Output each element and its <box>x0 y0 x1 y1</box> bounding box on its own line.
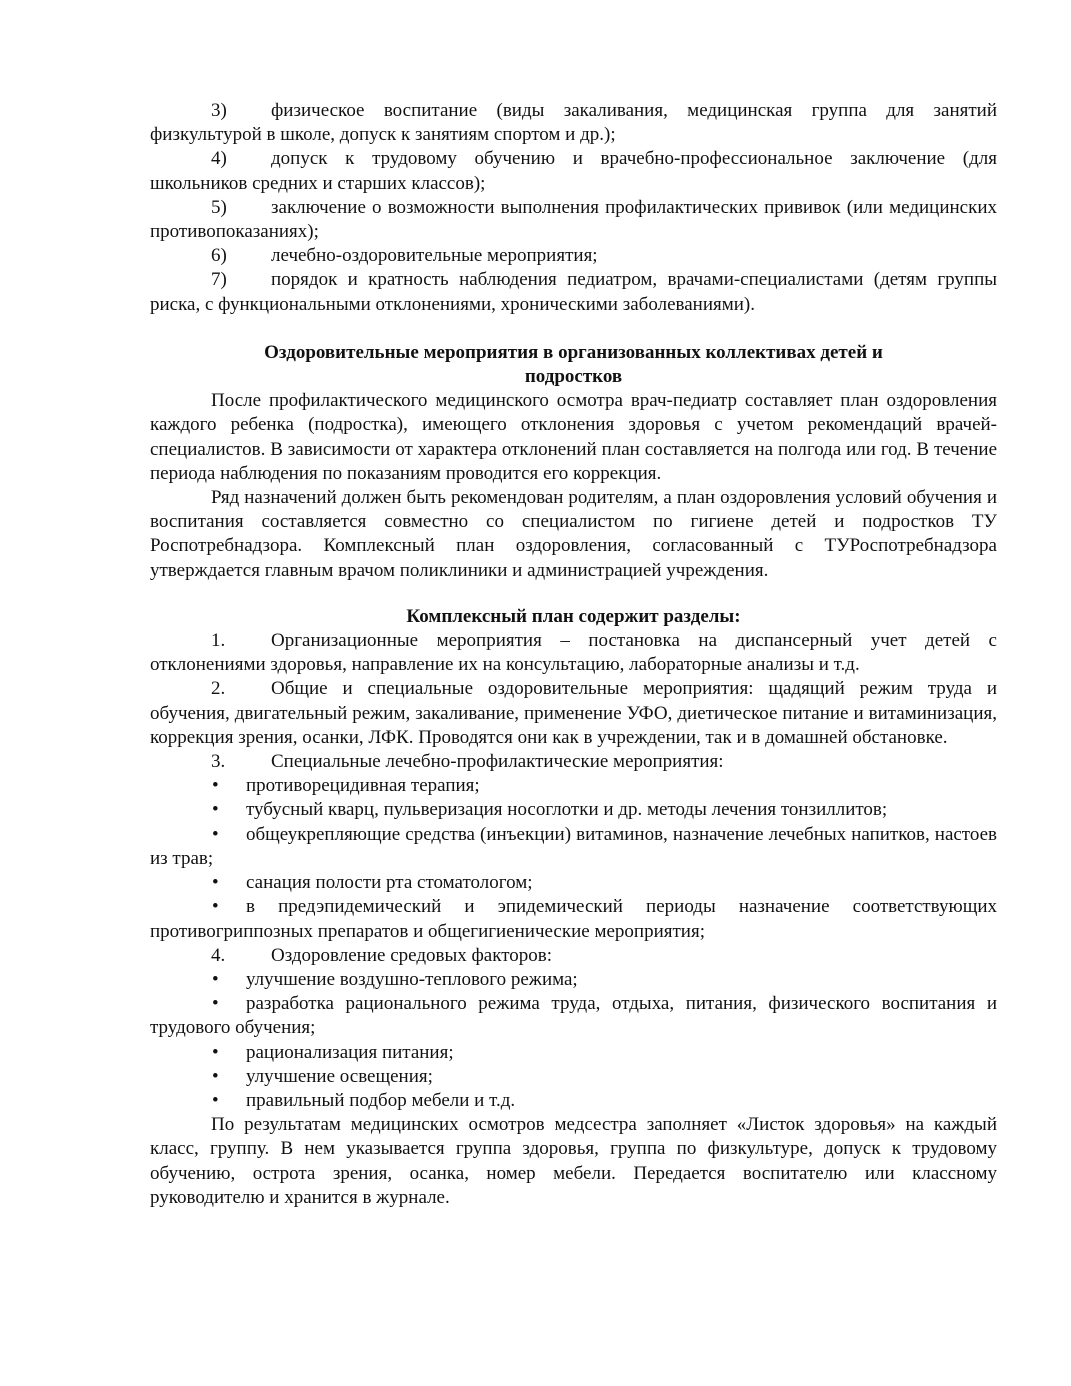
bullet-marker: • <box>212 1065 219 1087</box>
list-item-text: физическое воспитание (виды закаливания, медицинская группа для занятий физкультурой в школе, допуск к занятиям спортом и др.); <box>150 100 997 146</box>
bullet-marker: • <box>212 968 219 990</box>
list-item-text: улучшение освещения; <box>246 1065 433 1087</box>
numbered-item <box>150 677 997 750</box>
list-item <box>150 99 997 147</box>
list-item-text: в предэпидемический и эпидемический периоды назначение соответствующих противогриппозных препаратов и общегигиенические мероприятия; <box>150 896 997 942</box>
list-item-text: противорецидивная терапия; <box>246 775 480 797</box>
numbered-item <box>150 750 997 774</box>
bullet-marker: • <box>212 823 219 845</box>
list-item-text: общеукрепляющие средства (инъекции) витаминов, назначение лечебных напитков, настоев из трав; <box>150 823 997 869</box>
bullet-item <box>150 774 997 798</box>
paragraph <box>150 486 997 583</box>
list-marker: 3) <box>211 100 227 121</box>
list-marker: 4) <box>211 148 227 170</box>
list-item-text: разработка рационального режима труда, отдыха, питания, физического воспитания и трудового обучения; <box>150 993 997 1039</box>
bullet-item <box>150 1065 997 1089</box>
list-marker: 5) <box>211 196 227 218</box>
list-marker: 4. <box>211 944 226 966</box>
list-item <box>150 268 997 316</box>
bullet-marker: • <box>212 799 219 821</box>
list-item-text: порядок и кратность наблюдения педиатром, врачами-специалистами (детям группы риска, с функциональными отклонениями, хроническими заболеваниями). <box>150 269 997 315</box>
list-item-text: Оздоровление средовых факторов: <box>271 944 553 966</box>
bullet-marker: • <box>212 872 219 894</box>
list-item-text: заключение о возможности выполнения профилактических прививок (или медицинских противопоказаниях); <box>150 196 997 243</box>
bullet-item <box>150 1089 997 1113</box>
bullet-item <box>150 992 997 1040</box>
list-item-text: Специальные лечебно-профилактические мероприятия: <box>271 751 724 773</box>
bullet-marker: • <box>212 1089 219 1111</box>
list-item <box>150 147 997 195</box>
list-marker: 3. <box>211 751 226 773</box>
bullet-item <box>150 823 997 871</box>
bullet-marker: • <box>212 1041 219 1063</box>
paragraph-text: По результатам медицинских осмотров медсестра заполняет «Листок здоровья» на каждый класс, группу. В нем указывается группа здоровья, группа по физкультуре, допуск к трудовому обучению, острота зрения, осанка, номер мебели. Передается воспитателю или классному руководителю и хранится в журнале. <box>150 1114 997 1208</box>
bullet-marker: • <box>212 896 219 918</box>
bullet-item <box>150 1041 997 1065</box>
list-marker: 2. <box>211 678 226 700</box>
list-item-text: рационализация питания; <box>246 1041 454 1063</box>
bullet-item <box>150 871 997 895</box>
section-heading <box>150 341 997 389</box>
numbered-item <box>150 629 997 677</box>
list-item <box>150 196 997 244</box>
list-marker: 6) <box>211 245 227 267</box>
closing-paragraph <box>150 1113 997 1210</box>
section-heading-line: Оздоровительные мероприятия в организованных коллективах детей и <box>264 341 883 363</box>
paragraph-text: Ряд назначений должен быть рекомендован родителям, а план оздоровления условий обучения и воспитания составляется совместно со специалистом по гигиене детей и подростков ТУ Роспотребнадзора. Комплексный план оздоровления, согласованный с ТУРоспотребнадзора утверждается главным врачом поликлиники и администрацией учреждения. <box>150 487 997 581</box>
paragraph-text: После профилактического медицинского осмотра врач-педиатр составляет план оздоровления каждого ребенка (подростка), имеющего отклонения здоровья с учетом рекомендаций врачей-специалистов. В зависимости от характера отклонений план составляется на полгода или год. В течение периода наблюдения по показаниям проводится его коррекция. <box>150 390 997 484</box>
list-marker: 7) <box>211 269 227 291</box>
list-item-text: тубусный кварц, пульверизация носоглотки и др. методы лечения тонзиллитов; <box>246 799 888 821</box>
numbered-item <box>150 944 997 968</box>
list-marker: 1. <box>211 630 226 652</box>
list-item <box>150 244 997 268</box>
spacer <box>150 583 997 605</box>
list-item-text: Общие и специальные оздоровительные мероприятия: щадящий режим труда и обучения, двигательный режим, закаливание, применение УФО, диетическое питание и витаминизация, коррекция зрения, осанки, ЛФК. Проводятся они как в учреждении, так и в домашней обстановке. <box>150 678 997 748</box>
bullet-marker: • <box>212 993 219 1015</box>
list-item-text: улучшение воздушно-теплового режима; <box>246 968 578 990</box>
bullet-marker: • <box>212 775 219 797</box>
bullet-item <box>150 895 997 943</box>
list-item-text: санация полости рта стоматологом; <box>246 872 533 894</box>
list-item-text: допуск к трудовому обучению и врачебно-профессиональное заключение (для школьников средних и старших классов); <box>150 148 997 194</box>
section-heading-line: подростков <box>524 366 623 388</box>
bullet-item <box>150 798 997 822</box>
paragraph <box>150 389 997 486</box>
bullet-item <box>150 968 997 992</box>
list-item-text: правильный подбор мебели и т.д. <box>246 1089 516 1111</box>
list-item-text: Организационные мероприятия – постановка на диспансерный учет детей с отклонениями здоровья, направление их на консультацию, лабораторные анализы и т.д. <box>150 630 997 676</box>
spacer <box>150 317 997 341</box>
section-heading: Комплексный план содержит разделы: <box>406 605 741 627</box>
list-item-text: лечебно-оздоровительные мероприятия; <box>271 245 598 267</box>
